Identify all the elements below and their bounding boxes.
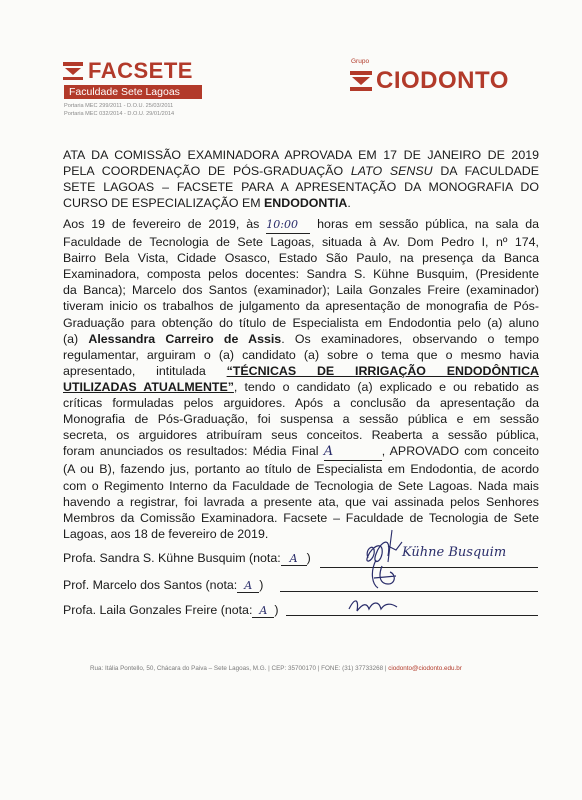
paragraph-line: regulamentar, arguiram o (a) candidato (a) sobre o tema que o mesmo havia <box>63 347 539 362</box>
paragraph-line: secreta, os arguidores atribuíram seus conceitos. Reaberta a sessão pública, <box>63 428 539 443</box>
svg-text:Kühne Busquim: Kühne Busquim <box>402 545 507 560</box>
paragraph-line: Aos 19 de fevereiro de 2019, às 10:00 horas em sessão pública, na sala da <box>63 216 539 234</box>
paragraph-line: Monografia de Pós-Graduação, foi suspensa a sessão pública e em sessão <box>63 412 539 427</box>
paragraph-line: (a) Alessandra Carreiro de Assis. Os examinadores, observando o tempo <box>63 331 540 346</box>
thesis-title-part-2: UTILIZADAS ATUALMENTE” <box>63 379 234 394</box>
examiner-label: Prof. Marcelo dos Santos (nota: <box>63 578 238 592</box>
ciodonto-name: CIODONTO <box>376 67 509 94</box>
footer-email: ciodonto@ciodonto.edu.br <box>388 665 462 672</box>
grupo-label: Grupo <box>351 58 370 65</box>
paragraph-line: havendo a registrar, foi lavrada a presente ata, que vai assinada pelos Senhores <box>63 494 539 509</box>
paragraph-line: (A ou B), fazendo jus, portanto ao título de Especialista em Endodontia, de acordo <box>63 462 539 477</box>
paragraph-line: Examinadora, composta pelos docentes: Sandra S. Kühne Busquim, (Presidente <box>63 267 539 282</box>
facsete-registration-1: Portaria MEC 299/2011 - D.O.U. 25/03/2011 <box>64 103 174 109</box>
facsete-registration-2: Portaria MEC 032/2014 - D.O.U. 29/01/2014 <box>64 111 175 117</box>
title-line: CURSO DE ESPECIALIZAÇÃO EM ENDODONTIA. <box>63 196 351 211</box>
signature-row-santos: Prof. Marcelo dos Santos (nota: A ) <box>63 578 264 592</box>
thesis-title-part-1: “TÉCNICAS DE IRRIGAÇÃO ENDODÔNTICA <box>226 363 539 378</box>
paragraph-line: com o Regimento Interno da Faculdade de Tecnologia de Sete Lagoas. Nada mais <box>63 478 539 493</box>
paragraph-line: apresentado, intitulada “TÉCNICAS DE IRRIGAÇÃO ENDODÔNTICA <box>63 363 539 378</box>
signature-line <box>286 615 538 616</box>
title-line: SETE LAGOAS – FACSETE PARA A APRESENTAÇÃO DA MONOGRAFIA DO <box>63 180 539 195</box>
paragraph-line: Membros da Comissão Examinadora. Facsete – Faculdade de Tecnologia de Sete <box>63 510 539 525</box>
minutes-paragraph <box>63 216 539 542</box>
title-line: PELA COORDENAÇÃO DE PÓS-GRADUAÇÃO LATO SENSU DA FACULDADE <box>63 164 540 179</box>
paragraph-line: Bairro Bela Vista, Cidade Osasco, Estado São Paulo, na presença da Banca <box>63 251 539 266</box>
ciodonto-emblem-icon <box>349 69 373 93</box>
examiner-label: Profa. Sandra S. Kühne Busquim (nota: <box>63 551 281 565</box>
endodontia-text: ENDODONTIA <box>264 196 348 211</box>
title-line: ATA DA COMISSÃO EXAMINADORA APROVADA EM 17 DE JANEIRO DE 2019 <box>63 148 539 162</box>
final-grade: A <box>324 444 382 461</box>
session-time: 10:00 <box>266 217 310 234</box>
facsete-name: FACSETE <box>88 58 193 83</box>
student-name: Alessandra Carreiro de Assis <box>88 331 282 346</box>
facsete-subtitle: Faculdade Sete Lagoas <box>64 85 202 99</box>
lato-sensu-text: LATO SENSU <box>350 164 433 179</box>
paragraph-line: Graduação para obtenção do título de Especialista em Endodontia pelo (a) aluno <box>63 315 539 330</box>
paragraph-line: da Banca); Marcelo dos Santos (examinador); Laila Gonzales Freire (examinador) <box>63 283 539 298</box>
paragraph-line: Faculdade de Tecnologia de Sete Lagoas, situada à Av. Dom Pedro I, nº 174, <box>63 235 539 250</box>
paragraph-line: Lagoas, aos 18 de fevereiro de 2019. <box>63 526 269 541</box>
facsete-emblem-icon <box>62 60 84 82</box>
paragraph-line: tiveram inicio os trabalhos de julgamento da apresentação de monografia de Pós- <box>63 299 539 314</box>
examiner-label: Profa. Laila Gonzales Freire (nota: <box>63 603 253 617</box>
examiner-grade: A <box>237 579 259 593</box>
signature-row-freire: Profa. Laila Gonzales Freire (nota: A ) <box>63 603 279 617</box>
document-title <box>63 147 539 211</box>
handwritten-signature-freire <box>345 593 405 617</box>
examiner-grade: A <box>252 604 274 618</box>
footer <box>90 665 540 672</box>
examiner-grade: A <box>281 552 307 566</box>
handwritten-signature-santos <box>366 558 416 594</box>
signature-row-busquim: Profa. Sandra S. Kühne Busquim (nota: A ) <box>63 551 311 565</box>
paragraph-line: foram anunciados os resultados: Média Final A , APROVADO com conceito <box>63 443 539 461</box>
paragraph-line: críticas formuladas pelos arguidores. Após a conclusão da apresentação da <box>63 396 539 411</box>
paragraph-line: UTILIZADAS ATUALMENTE”, tendo o candidato (a) explicado e ou rebatido as <box>63 379 539 394</box>
footer-address: Rua: Itália Pontello, 50, Chácara do Paiva – Sete Lagoas, M.G. | CEP: 35700170 | FONE: (31) 37733268 | <box>90 665 387 672</box>
